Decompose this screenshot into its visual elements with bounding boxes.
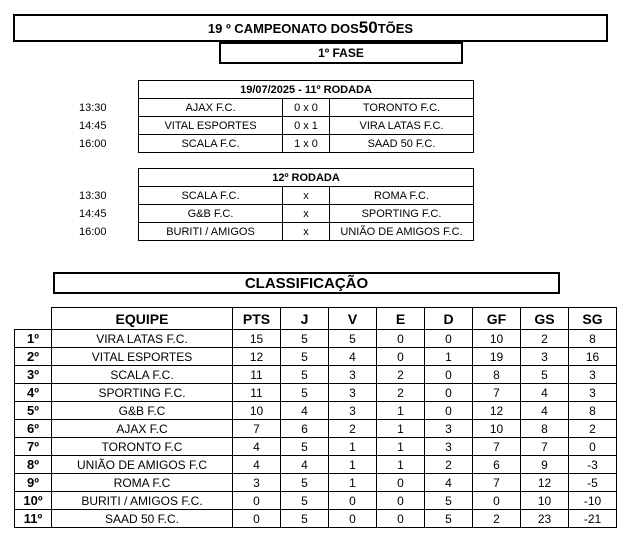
- home-team: G&B F.C.: [139, 205, 283, 223]
- stat-value: 4: [233, 438, 281, 456]
- round-12-game-row: [61, 187, 474, 205]
- stat-value: 10: [233, 402, 281, 420]
- team-name: VIRA LATAS F.C.: [52, 330, 233, 348]
- stat-value: 0: [377, 510, 425, 528]
- stat-value: 0: [425, 330, 473, 348]
- stat-value: 5: [425, 492, 473, 510]
- game-time: 16:00: [79, 137, 107, 150]
- stat-value: 1: [377, 438, 425, 456]
- stat-value: 7: [473, 474, 521, 492]
- column-header: E: [377, 308, 425, 330]
- title-suffix: TÕES: [377, 20, 414, 36]
- away-team: UNIÃO DE AMIGOS F.C.: [330, 223, 474, 241]
- team-name: BURITI / AMIGOS F.C.: [52, 492, 233, 510]
- standings-row: [15, 330, 617, 348]
- column-header: GS: [521, 308, 569, 330]
- column-header: D: [425, 308, 473, 330]
- away-team: VIRA LATAS F.C.: [330, 117, 474, 135]
- standings-row: [15, 366, 617, 384]
- home-team: SCALA F.C.: [139, 187, 283, 205]
- game-time: 13:30: [79, 189, 107, 202]
- stat-value: 0: [473, 492, 521, 510]
- stat-value: 19: [473, 348, 521, 366]
- stat-value: 10: [521, 492, 569, 510]
- standings-row: [15, 348, 617, 366]
- stat-value: 8: [569, 402, 617, 420]
- position: 1º: [15, 330, 52, 348]
- standings-row: [15, 510, 617, 528]
- team-name: AJAX F.C: [52, 420, 233, 438]
- stat-value: 0: [425, 384, 473, 402]
- position: 6º: [15, 420, 52, 438]
- home-team: SCALA F.C.: [139, 135, 283, 153]
- stat-value: 0: [329, 492, 377, 510]
- game-score: x: [283, 187, 330, 205]
- stat-value: 0: [425, 366, 473, 384]
- stat-value: 5: [281, 348, 329, 366]
- stat-value: 12: [233, 348, 281, 366]
- stat-value: 5: [281, 510, 329, 528]
- phase-label: 1º FASE: [219, 42, 463, 64]
- stat-value: 0: [233, 510, 281, 528]
- column-header: GF: [473, 308, 521, 330]
- position: 3º: [15, 366, 52, 384]
- game-score: x: [283, 223, 330, 241]
- game-time: 16:00: [79, 225, 107, 238]
- stat-value: 2: [329, 420, 377, 438]
- stat-value: 6: [473, 456, 521, 474]
- round-12-game-row: [61, 205, 474, 223]
- stat-value: 0: [329, 510, 377, 528]
- stat-value: 0: [233, 492, 281, 510]
- stat-value: 1: [377, 456, 425, 474]
- standings-row: [15, 438, 617, 456]
- column-header: EQUIPE: [52, 308, 233, 330]
- stat-value: 5: [281, 492, 329, 510]
- round-11-table: [61, 80, 474, 153]
- home-team: AJAX F.C.: [139, 99, 283, 117]
- stat-value: 0: [377, 330, 425, 348]
- team-name: UNIÃO DE AMIGOS F.C: [52, 456, 233, 474]
- position: 9º: [15, 474, 52, 492]
- away-team: SPORTING F.C.: [330, 205, 474, 223]
- title-number: 50: [358, 18, 378, 37]
- stat-value: 8: [569, 330, 617, 348]
- game-time: 13:30: [79, 101, 107, 114]
- standings-table: [14, 307, 617, 528]
- standings-title: CLASSIFICAÇÃO: [53, 272, 560, 294]
- stat-value: 4: [521, 402, 569, 420]
- position: 11º: [15, 510, 52, 528]
- stat-value: 2: [377, 384, 425, 402]
- championship-title: [13, 14, 608, 42]
- stat-value: 0: [425, 402, 473, 420]
- team-name: VITAL ESPORTES: [52, 348, 233, 366]
- column-header: J: [281, 308, 329, 330]
- stat-value: 0: [569, 438, 617, 456]
- stat-value: 5: [281, 366, 329, 384]
- stat-value: 5: [281, 474, 329, 492]
- standings-row: [15, 456, 617, 474]
- stat-value: 3: [329, 366, 377, 384]
- stat-value: 0: [377, 474, 425, 492]
- team-name: SCALA F.C.: [52, 366, 233, 384]
- stat-value: 7: [473, 438, 521, 456]
- stat-value: 3: [329, 384, 377, 402]
- stat-value: -10: [569, 492, 617, 510]
- stat-value: 11: [233, 384, 281, 402]
- stat-value: 0: [377, 492, 425, 510]
- game-score: 0 x 1: [283, 117, 330, 135]
- stat-value: 1: [377, 420, 425, 438]
- stat-value: 5: [281, 438, 329, 456]
- away-team: ROMA F.C.: [330, 187, 474, 205]
- team-name: SAAD 50 F.C.: [52, 510, 233, 528]
- standings-row: [15, 402, 617, 420]
- column-header: SG: [569, 308, 617, 330]
- stat-value: 11: [233, 366, 281, 384]
- position: 5º: [15, 402, 52, 420]
- stat-value: 16: [569, 348, 617, 366]
- stat-value: 1: [329, 456, 377, 474]
- stat-value: 3: [521, 348, 569, 366]
- position: 8º: [15, 456, 52, 474]
- team-name: ROMA F.C: [52, 474, 233, 492]
- stat-value: 3: [425, 420, 473, 438]
- stat-value: 3: [233, 474, 281, 492]
- stat-value: 3: [569, 366, 617, 384]
- stat-value: 5: [521, 366, 569, 384]
- stat-value: 2: [377, 366, 425, 384]
- stat-value: 6: [281, 420, 329, 438]
- standings-row: [15, 384, 617, 402]
- position: 4º: [15, 384, 52, 402]
- stat-value: 1: [329, 474, 377, 492]
- stat-value: 0: [377, 348, 425, 366]
- away-team: TORONTO F.C.: [330, 99, 474, 117]
- stat-value: 10: [473, 330, 521, 348]
- stat-value: 4: [521, 384, 569, 402]
- game-score: x: [283, 205, 330, 223]
- stat-value: 3: [425, 438, 473, 456]
- home-team: BURITI / AMIGOS: [139, 223, 283, 241]
- stat-value: 3: [569, 384, 617, 402]
- home-team: VITAL ESPORTES: [139, 117, 283, 135]
- stat-value: 9: [521, 456, 569, 474]
- stat-value: 4: [281, 456, 329, 474]
- stat-value: 8: [521, 420, 569, 438]
- team-name: SPORTING F.C.: [52, 384, 233, 402]
- stat-value: 4: [425, 474, 473, 492]
- stat-value: 15: [233, 330, 281, 348]
- stat-value: 10: [473, 420, 521, 438]
- stat-value: 5: [281, 330, 329, 348]
- position: 2º: [15, 348, 52, 366]
- standings-row: [15, 492, 617, 510]
- round-12-game-row: [61, 223, 474, 241]
- title-prefix: 19 º CAMPEONATO DOS: [207, 20, 359, 36]
- team-name: G&B F.C: [52, 402, 233, 420]
- round-11-game-row: [61, 117, 474, 135]
- stat-value: 2: [473, 510, 521, 528]
- standings-row: [15, 474, 617, 492]
- stat-value: 7: [233, 420, 281, 438]
- round-12-title: 12º RODADA: [139, 169, 474, 187]
- stat-value: 4: [329, 348, 377, 366]
- stat-value: 5: [281, 384, 329, 402]
- stat-value: -3: [569, 456, 617, 474]
- stat-value: 1: [425, 348, 473, 366]
- team-name: TORONTO F.C: [52, 438, 233, 456]
- game-score: 0 x 0: [283, 99, 330, 117]
- stat-value: 3: [329, 402, 377, 420]
- column-header: PTS: [233, 308, 281, 330]
- stat-value: 7: [521, 438, 569, 456]
- game-score: 1 x 0: [283, 135, 330, 153]
- standings-row: [15, 420, 617, 438]
- stat-value: 4: [233, 456, 281, 474]
- stat-value: 12: [473, 402, 521, 420]
- stat-value: 5: [425, 510, 473, 528]
- stat-value: -21: [569, 510, 617, 528]
- stat-value: 1: [377, 402, 425, 420]
- stat-value: 4: [281, 402, 329, 420]
- stat-value: 7: [473, 384, 521, 402]
- away-team: SAAD 50 F.C.: [330, 135, 474, 153]
- round-12-table: [61, 168, 474, 241]
- position: 10º: [15, 492, 52, 510]
- stat-value: 1: [329, 438, 377, 456]
- stat-value: 5: [329, 330, 377, 348]
- stat-value: 12: [521, 474, 569, 492]
- column-header: V: [329, 308, 377, 330]
- round-11-game-row: [61, 135, 474, 153]
- stat-value: 2: [425, 456, 473, 474]
- game-time: 14:45: [79, 207, 107, 220]
- stat-value: 8: [473, 366, 521, 384]
- stat-value: 2: [521, 330, 569, 348]
- stat-value: -5: [569, 474, 617, 492]
- round-11-title: 19/07/2025 - 11º RODADA: [139, 81, 474, 99]
- round-11-game-row: [61, 99, 474, 117]
- position: 7º: [15, 438, 52, 456]
- stat-value: 2: [569, 420, 617, 438]
- stat-value: 23: [521, 510, 569, 528]
- game-time: 14:45: [79, 119, 107, 132]
